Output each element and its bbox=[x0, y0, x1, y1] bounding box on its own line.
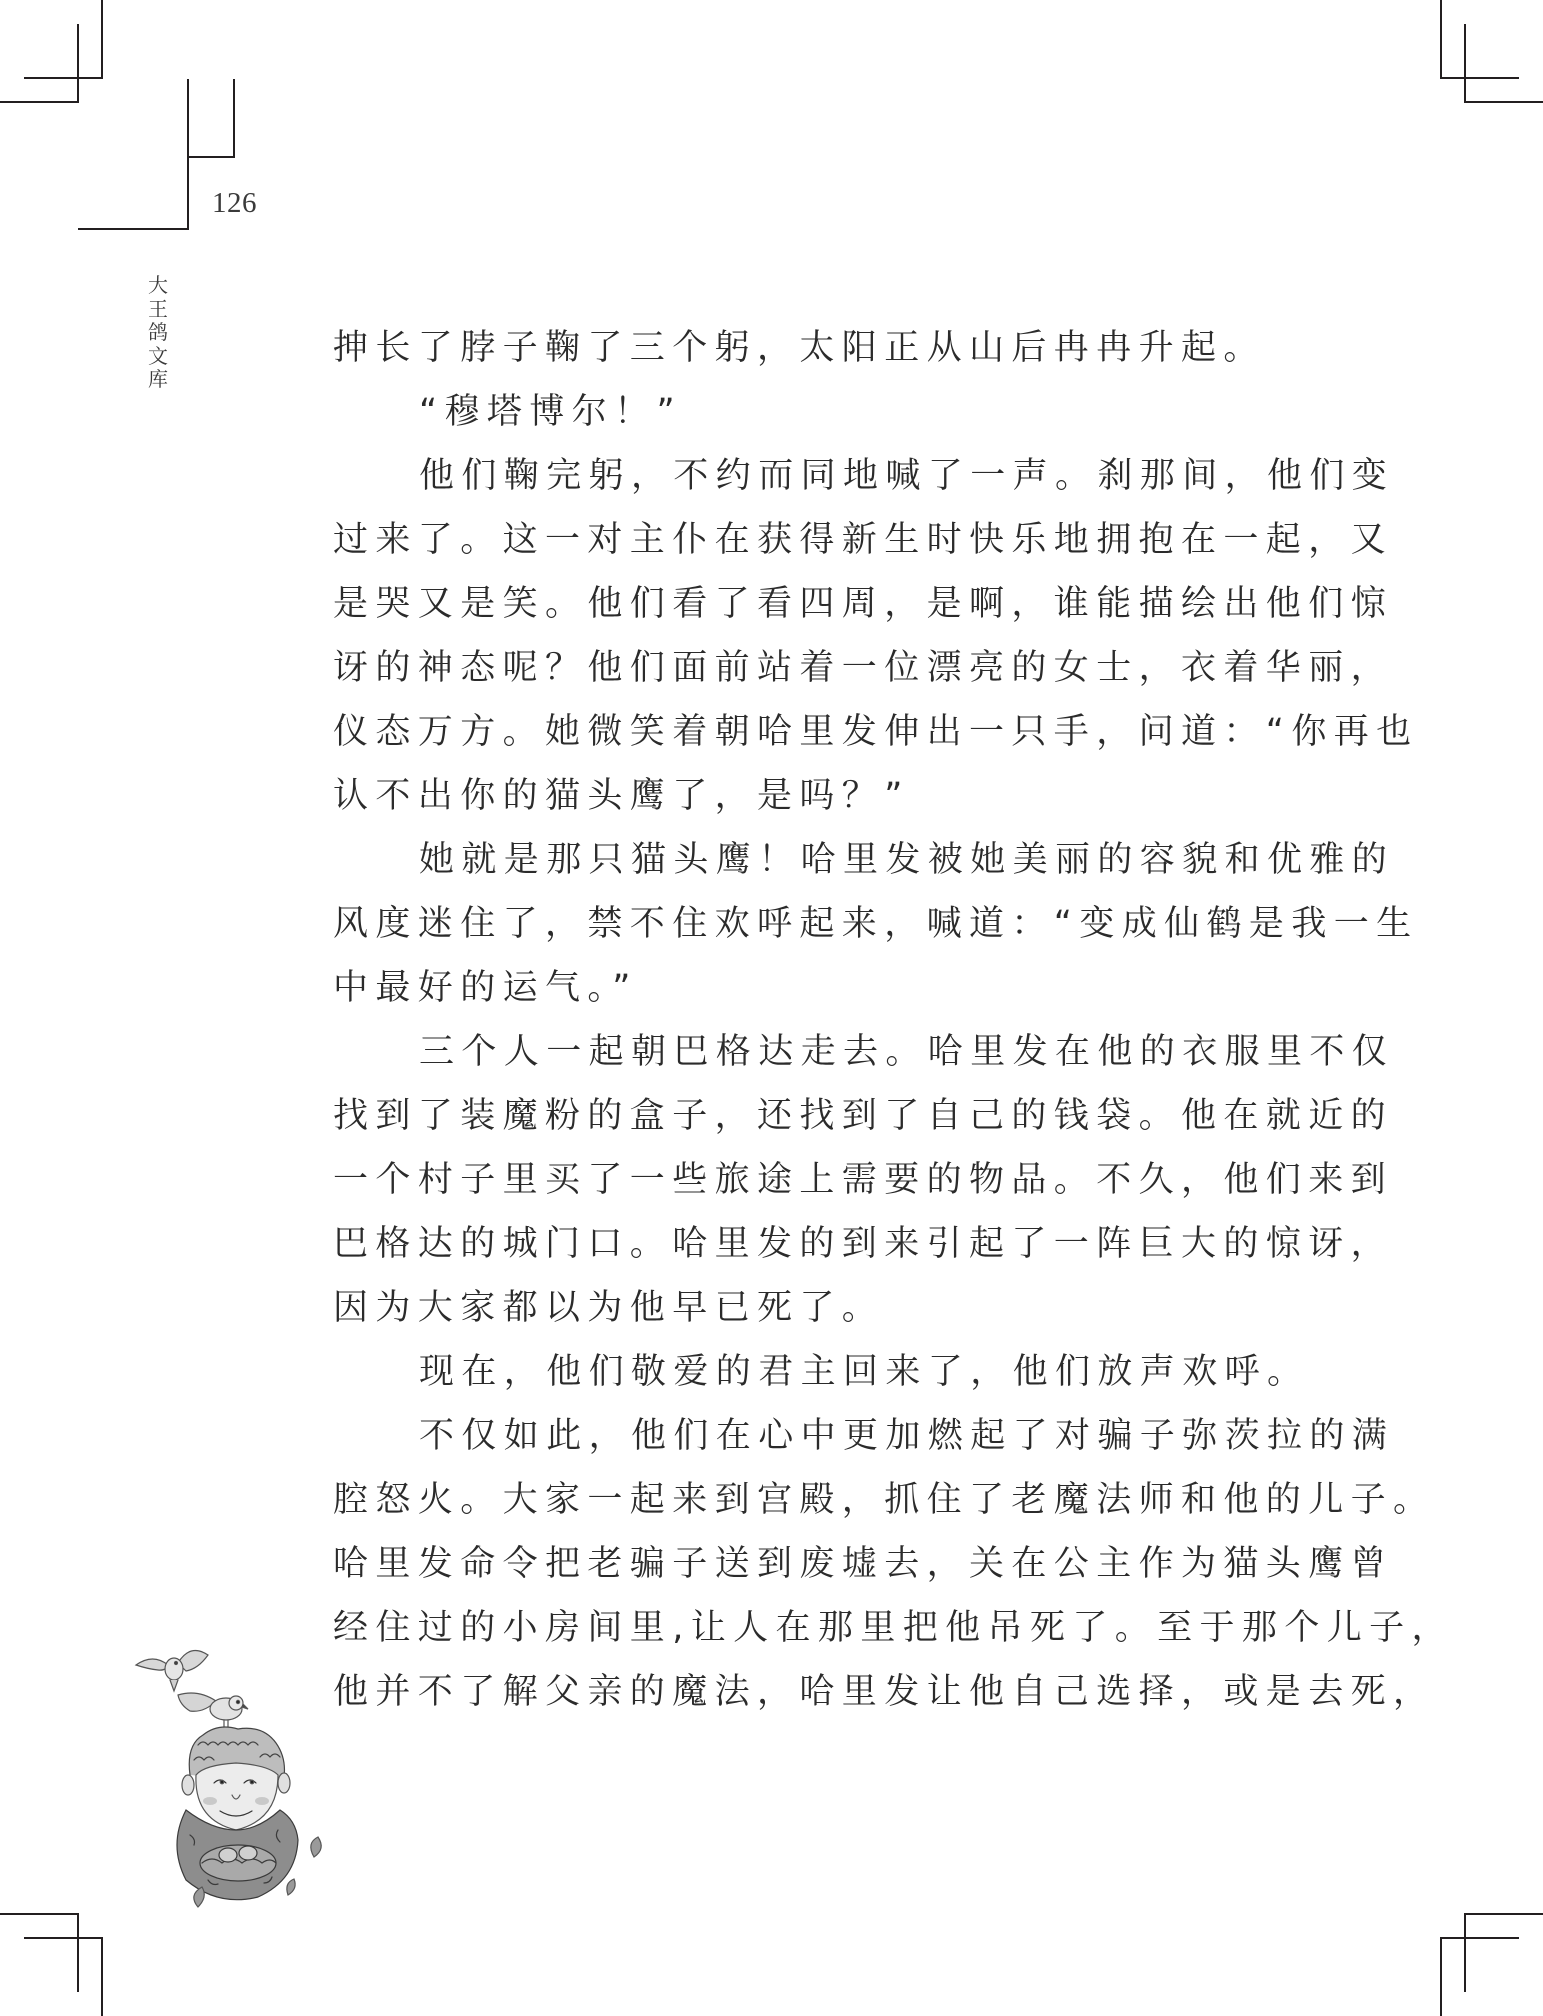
series-label-char: 王 bbox=[148, 296, 168, 321]
body-text bbox=[333, 324, 1454, 1732]
text-line: 一个村子里买了一些旅途上需要的物品。不久，他们来到 bbox=[333, 1160, 1394, 1200]
series-label-char: 鸽 bbox=[148, 320, 168, 344]
series-label bbox=[146, 274, 170, 392]
text-line: 不仅如此，他们在心中更加燃起了对骗子弥茨拉的满 bbox=[419, 1416, 1395, 1456]
text-line: 中最好的运气。” bbox=[333, 968, 638, 1008]
text-line: 讶的神态呢？他们面前站着一位漂亮的女士，衣着华丽， bbox=[333, 648, 1394, 688]
series-label-char: 库 bbox=[148, 367, 168, 391]
flying-bird-icon bbox=[136, 1651, 208, 1692]
text-line: 认不出你的猫头鹰了，是吗？” bbox=[333, 776, 910, 816]
series-label-char: 大 bbox=[148, 273, 168, 297]
text-line: 抻长了脖子鞠了三个躬，太阳正从山后冉冉升起。 bbox=[333, 328, 1266, 368]
text-line: 是哭又是笑。他们看了看四周，是啊，谁能描绘出他们惊 bbox=[333, 584, 1394, 624]
page-number: 126 bbox=[212, 187, 257, 219]
text-line: 他们鞠完躬，不约而同地喊了一声。刹那间，他们变 bbox=[419, 456, 1395, 496]
bearded-man-with-birds-and-nest-icon bbox=[128, 1625, 343, 1910]
text-line: 过来了。这一对主仆在获得新生时快乐地拥抱在一起，又 bbox=[333, 520, 1394, 560]
text-line: 仪态万方。她微笑着朝哈里发伸出一只手，问道：“你再也 bbox=[333, 712, 1419, 752]
text-line: “穆塔博尔！” bbox=[419, 392, 683, 432]
text-line: 找到了装魔粉的盒子，还找到了自己的钱袋。他在就近的 bbox=[333, 1096, 1394, 1136]
perched-bird-icon bbox=[178, 1693, 248, 1733]
text-line: 巴格达的城门口。哈里发的到来引起了一阵巨大的惊讶， bbox=[333, 1224, 1394, 1264]
text-line: 三个人一起朝巴格达走去。哈里发在他的衣服里不仅 bbox=[419, 1032, 1395, 1072]
text-line: 哈里发命令把老骗子送到废墟去，关在公主作为猫头鹰曾 bbox=[333, 1544, 1394, 1584]
text-line: 她就是那只猫头鹰！哈里发被她美丽的容貌和优雅的 bbox=[419, 840, 1395, 880]
text-line: 腔怒火。大家一起来到宫殿，抓住了老魔法师和他的儿子。 bbox=[333, 1480, 1436, 1520]
text-line: 经住过的小房间里,让人在那里把他吊死了。至于那个儿子， bbox=[333, 1608, 1454, 1648]
text-line: 因为大家都以为他早已死了。 bbox=[333, 1288, 885, 1328]
text-line: 风度迷住了，禁不住欢呼起来，喊道：“变成仙鹤是我一生 bbox=[333, 904, 1419, 944]
text-line: 现在，他们敬爱的君主回来了，他们放声欢呼。 bbox=[419, 1352, 1310, 1392]
text-line: 他并不了解父亲的魔法，哈里发让他自己选择，或是去死， bbox=[333, 1672, 1436, 1712]
series-label-char: 文 bbox=[148, 343, 168, 368]
